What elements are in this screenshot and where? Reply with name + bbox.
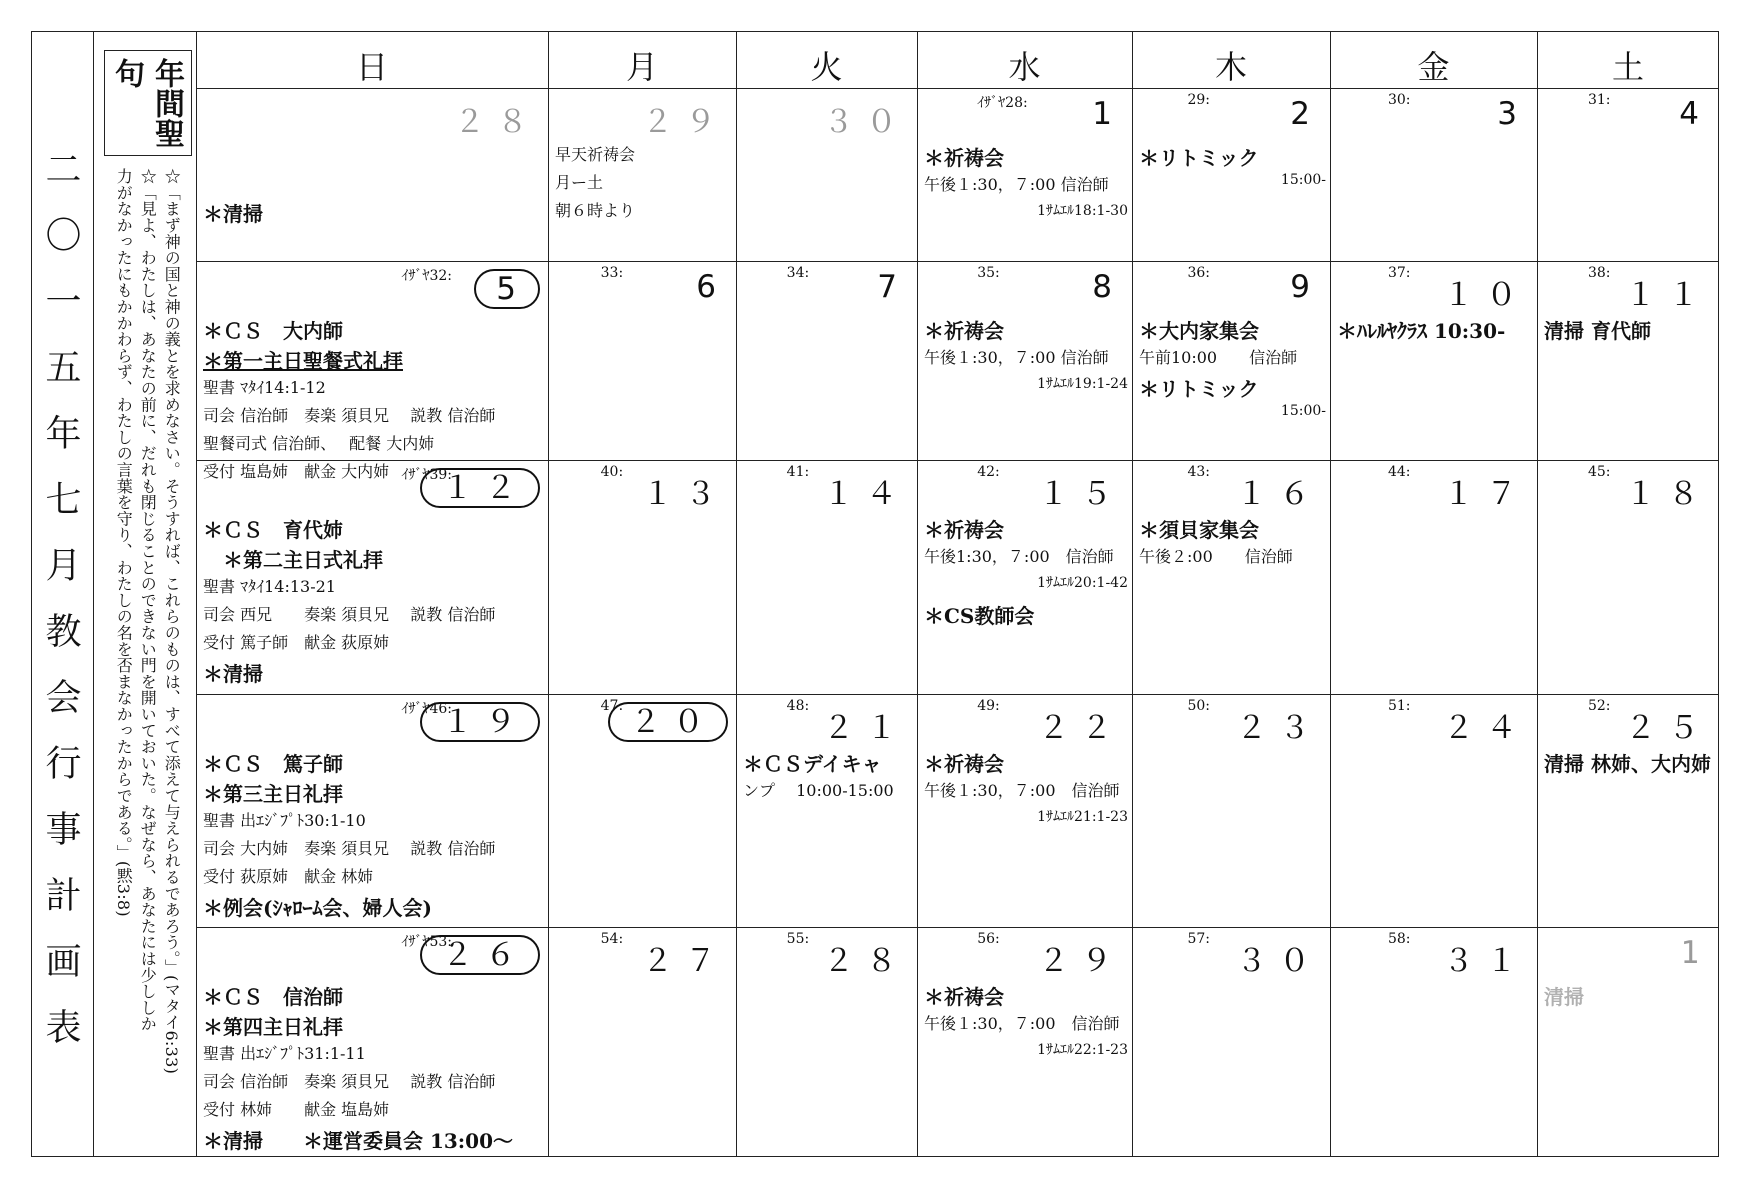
event-line: 司会 西兄 奏楽 須貝兄 説教 信治師 <box>203 605 496 624</box>
day-number: ３１ <box>1443 943 1529 979</box>
event-line: 清掃 <box>1544 985 1584 1009</box>
event-line: 聖書 出ｴｼﾞﾌﾟﾄ30:1-10 <box>203 811 366 830</box>
day-number: 2 <box>1290 96 1322 132</box>
event-line: ＊リトミック <box>1139 377 1259 401</box>
day-number: １０ <box>1443 277 1529 313</box>
event-line: ＊須貝家集会 <box>1139 518 1259 542</box>
day-cell[interactable] <box>736 88 917 261</box>
day-cell[interactable] <box>1132 460 1330 694</box>
event-line: ＊第四主日礼拝 <box>203 1015 343 1039</box>
event-line: ＊ＣＳ 信治師 <box>203 985 343 1009</box>
scripture-reading-ref: 43: <box>1187 464 1210 480</box>
day-cell[interactable] <box>1132 88 1330 261</box>
event-line: ＊祈祷会 <box>924 146 1004 170</box>
event-line: 1ｻﾑｴﾙ19:1-24 <box>1037 376 1128 392</box>
event-line: 1ｻﾑｴﾙ18:1-30 <box>1037 203 1128 219</box>
day-number: 4 <box>1679 96 1711 132</box>
day-number: ３０ <box>1236 943 1322 979</box>
event-line: 15:00- <box>1280 403 1326 419</box>
sunday-circle-marker: １９ <box>420 702 540 742</box>
day-cell[interactable] <box>548 694 736 927</box>
day-cell[interactable] <box>1330 88 1537 261</box>
day-number: 1 <box>1680 935 1711 971</box>
day-cell[interactable] <box>1330 694 1537 927</box>
day-number: ２９ <box>642 104 728 140</box>
day-cell[interactable] <box>548 460 736 694</box>
event-line: 朝６時より <box>555 201 636 220</box>
event-line: 午後２:00 信治師 <box>1139 547 1293 566</box>
day-cell[interactable] <box>1330 261 1537 460</box>
event-line: ＊第三主日礼拝 <box>203 782 343 806</box>
event-line: ＊祈祷会 <box>924 518 1004 542</box>
scripture-reading-ref: 55: <box>786 931 810 947</box>
event-line: 受付 林姉 献金 塩島姉 <box>203 1100 390 1119</box>
day-cell[interactable] <box>1330 927 1537 1157</box>
event-line: 午後１:30，７:00 信治師 <box>924 348 1109 367</box>
event-line: 午後１:30，７:00 信治師 <box>924 1014 1120 1033</box>
scripture-reading-ref: 56: <box>977 931 1000 947</box>
weekday-header-fri: 金 <box>1417 48 1450 86</box>
scripture-reading-ref: 57: <box>1187 931 1210 947</box>
event-line: 司会 信治師 奏楽 須貝兄 説教 信治師 <box>203 1072 496 1091</box>
scripture-reading-ref: ｲｻﾞﾔ39: <box>401 467 452 483</box>
weekday-header-sat: 土 <box>1611 48 1644 86</box>
event-line: ＊リトミック <box>1139 146 1259 170</box>
day-number: ２７ <box>642 943 728 979</box>
day-number <box>420 702 540 742</box>
event-line: ＊清掃 <box>203 662 263 686</box>
scripture-reading-ref: 38: <box>1587 265 1611 281</box>
title-divider <box>93 31 94 1157</box>
scripture-reading-ref: 45: <box>1587 464 1611 480</box>
verse-3: 力がなかったにもかかわらず、わたしの言葉を守り、わたしの名を否まなかったからである。」(黙3:8) <box>114 168 134 917</box>
day-cell[interactable] <box>736 694 917 927</box>
day-cell[interactable] <box>1537 694 1719 927</box>
event-line: ＊例会(ｼｬﾛｰﾑ会、婦人会) <box>203 896 432 920</box>
day-cell[interactable] <box>917 460 1132 694</box>
event-line: ＊第一主日聖餐式礼拝 <box>203 349 403 373</box>
event-line: 月ー土 <box>555 173 604 192</box>
day-cell[interactable] <box>1330 460 1537 694</box>
verse-2: ☆「見よ、わたしは、あなたの前に、だれも閉じることのできない門を開いておいた。なぜなら、あなたには少ししか <box>138 168 158 1032</box>
event-line: 清掃 育代師 <box>1544 319 1651 343</box>
day-cell[interactable] <box>917 694 1132 927</box>
scripture-reading-ref: ｲｻﾞﾔ46: <box>401 701 452 717</box>
day-number: ２４ <box>1443 710 1529 746</box>
page-title: 二〇一五年七月教会行事計画表 <box>40 150 81 1074</box>
scripture-reading-ref: 35: <box>977 265 1000 281</box>
day-number: １１ <box>1625 277 1711 313</box>
sunday-circle-marker: ２６ <box>420 935 540 975</box>
scripture-reading-ref: 51: <box>1387 698 1411 714</box>
scripture-reading-ref: 42: <box>977 464 1000 480</box>
event-line: ＊CS教師会 <box>924 604 1035 628</box>
day-cell[interactable] <box>1132 694 1330 927</box>
day-cell[interactable] <box>548 261 736 460</box>
event-line: 受付 荻原姉 献金 林姉 <box>203 867 374 886</box>
scripture-reading-ref: 50: <box>1187 698 1210 714</box>
scripture-reading-ref: 49: <box>977 698 1000 714</box>
scripture-reading-ref: 36: <box>1187 265 1210 281</box>
event-line: 午後１:30，７:00 信治師 <box>924 781 1120 800</box>
event-line: 聖餐司式 信治師、 配餐 大内姉 <box>203 434 435 453</box>
day-number: １３ <box>642 476 728 512</box>
day-number: ２５ <box>1625 710 1711 746</box>
day-number: １８ <box>1625 476 1711 512</box>
scripture-reading-ref: 47: <box>600 698 624 714</box>
day-cell[interactable] <box>917 927 1132 1157</box>
day-cell[interactable] <box>736 927 917 1157</box>
day-cell[interactable] <box>196 694 548 927</box>
event-line: ＊清掃 <box>203 202 263 226</box>
event-line: 受付 塩島姉 献金 大内姉 <box>203 462 390 481</box>
verse-1: ☆「まず神の国と神の義とを求めなさい。そうすれば、これらのものは、すべて添えて与えられるであろう。」(マタイ6:33) <box>162 168 182 1075</box>
scripture-reading-ref: 40: <box>600 464 624 480</box>
day-number: ２１ <box>823 710 909 746</box>
day-number: １６ <box>1236 476 1322 512</box>
event-line: 午前10:00 信治師 <box>1139 348 1298 367</box>
day-number: ３０ <box>823 104 909 140</box>
event-line: 受付 篤子師 献金 荻原姉 <box>203 633 390 652</box>
event-line: 15:00- <box>1280 172 1326 188</box>
day-number: 9 <box>1290 269 1322 305</box>
day-number: ２３ <box>1236 710 1322 746</box>
event-line: 午後１:30，７:00 信治師 <box>924 175 1109 194</box>
day-cell[interactable] <box>196 88 548 261</box>
day-number: ２２ <box>1038 710 1124 746</box>
event-line: ＊ＣＳ 篤子師 <box>203 752 343 776</box>
day-number <box>420 468 540 508</box>
event-line: ＊祈祷会 <box>924 319 1004 343</box>
weekday-header-tue: 火 <box>810 48 843 86</box>
day-cell[interactable] <box>917 261 1132 460</box>
day-cell[interactable] <box>1537 261 1719 460</box>
event-line: 清掃 林姉、大内姉 <box>1544 752 1711 776</box>
scripture-reading-ref: ｲｻﾞﾔ53: <box>401 934 452 950</box>
day-cell[interactable] <box>1132 927 1330 1157</box>
sunday-circle-marker: 5 <box>474 269 540 309</box>
weekday-header-wed: 水 <box>1008 48 1041 86</box>
event-line: ンプ 10:00-15:00 <box>743 781 894 800</box>
day-cell[interactable] <box>196 927 548 1157</box>
event-line: 司会 大内姉 奏楽 須貝兄 説教 信治師 <box>203 839 496 858</box>
scripture-reading-ref: 31: <box>1587 92 1611 108</box>
day-cell[interactable] <box>736 460 917 694</box>
day-number: １４ <box>823 476 909 512</box>
day-cell[interactable] <box>196 460 548 694</box>
event-line: 1ｻﾑｴﾙ22:1-23 <box>1037 1042 1128 1058</box>
event-line: 聖書 出ｴｼﾞﾌﾟﾄ31:1-11 <box>203 1044 366 1063</box>
day-number <box>420 935 540 975</box>
scripture-reading-ref: 44: <box>1387 464 1411 480</box>
event-line: 1ｻﾑｴﾙ21:1-23 <box>1037 809 1128 825</box>
event-line: 1ｻﾑｴﾙ20:1-42 <box>1037 575 1128 591</box>
event-line: 聖書 ﾏﾀｲ14:1-12 <box>203 378 326 397</box>
scripture-reading-ref: 29: <box>1187 92 1210 108</box>
day-cell[interactable] <box>917 88 1132 261</box>
scripture-reading-ref: ｲｻﾞﾔ32: <box>401 268 452 284</box>
scripture-reading-ref: 30: <box>1387 92 1411 108</box>
day-number: ２９ <box>1038 943 1124 979</box>
event-line: ＊ＣＳデイキャ <box>743 752 882 776</box>
day-number: １５ <box>1038 476 1124 512</box>
scripture-reading-ref: 52: <box>1587 698 1611 714</box>
weekday-header-mon: 月 <box>625 48 658 86</box>
day-cell[interactable] <box>736 261 917 460</box>
day-cell[interactable] <box>1537 927 1719 1157</box>
day-cell[interactable] <box>1537 460 1719 694</box>
day-number: 1 <box>1092 96 1124 132</box>
day-number: ２８ <box>823 943 909 979</box>
day-number <box>608 702 728 742</box>
scripture-reading-ref: 37: <box>1387 265 1411 281</box>
scripture-reading-ref: ｲｻﾞﾔ28: <box>977 95 1028 111</box>
day-number: 6 <box>696 269 728 305</box>
event-line: ＊祈祷会 <box>924 752 1004 776</box>
event-line: 早天祈祷会 <box>555 145 636 164</box>
day-number: 7 <box>877 269 909 305</box>
day-cell[interactable] <box>548 88 736 261</box>
event-line: ＊第二主日式礼拝 <box>203 548 383 572</box>
day-number: 3 <box>1497 96 1529 132</box>
event-line: ＊清掃 ＊運営委員会 13:00～ <box>203 1129 514 1153</box>
day-number: １７ <box>1443 476 1529 512</box>
day-number <box>474 269 540 309</box>
weekday-header-thu: 木 <box>1214 48 1247 86</box>
day-cell[interactable] <box>1537 88 1719 261</box>
sunday-circle-marker: ２０ <box>608 702 728 742</box>
event-line: ＊ＣＳ 大内師 <box>203 319 343 343</box>
scripture-reading-ref: 33: <box>600 265 624 281</box>
scripture-reading-ref: 41: <box>786 464 810 480</box>
event-line: 聖書 ﾏﾀｲ14:13-21 <box>203 577 336 596</box>
scripture-reading-ref: 34: <box>786 265 810 281</box>
day-number: 8 <box>1092 269 1124 305</box>
event-line: ＊祈祷会 <box>924 985 1004 1009</box>
sunday-circle-marker: １２ <box>420 468 540 508</box>
event-line: 司会 信治師 奏楽 須貝兄 説教 信治師 <box>203 406 496 425</box>
day-cell[interactable] <box>548 927 736 1157</box>
day-number: ２８ <box>454 104 540 140</box>
event-line: ＊ＣＳ 育代姉 <box>203 518 343 542</box>
event-line: 午後1:30，７:00 信治師 <box>924 547 1114 566</box>
day-cell[interactable] <box>1132 261 1330 460</box>
event-line: ＊大内家集会 <box>1139 319 1259 343</box>
event-line: ＊ﾊﾚﾙﾔｸﾗｽ 10:30- <box>1337 319 1506 343</box>
scripture-reading-ref: 48: <box>786 698 810 714</box>
yearly-verse-label: 年間聖句 <box>109 58 184 148</box>
scripture-reading-ref: 58: <box>1387 931 1411 947</box>
scripture-reading-ref: 54: <box>600 931 624 947</box>
weekday-header-sun: 日 <box>355 48 388 86</box>
